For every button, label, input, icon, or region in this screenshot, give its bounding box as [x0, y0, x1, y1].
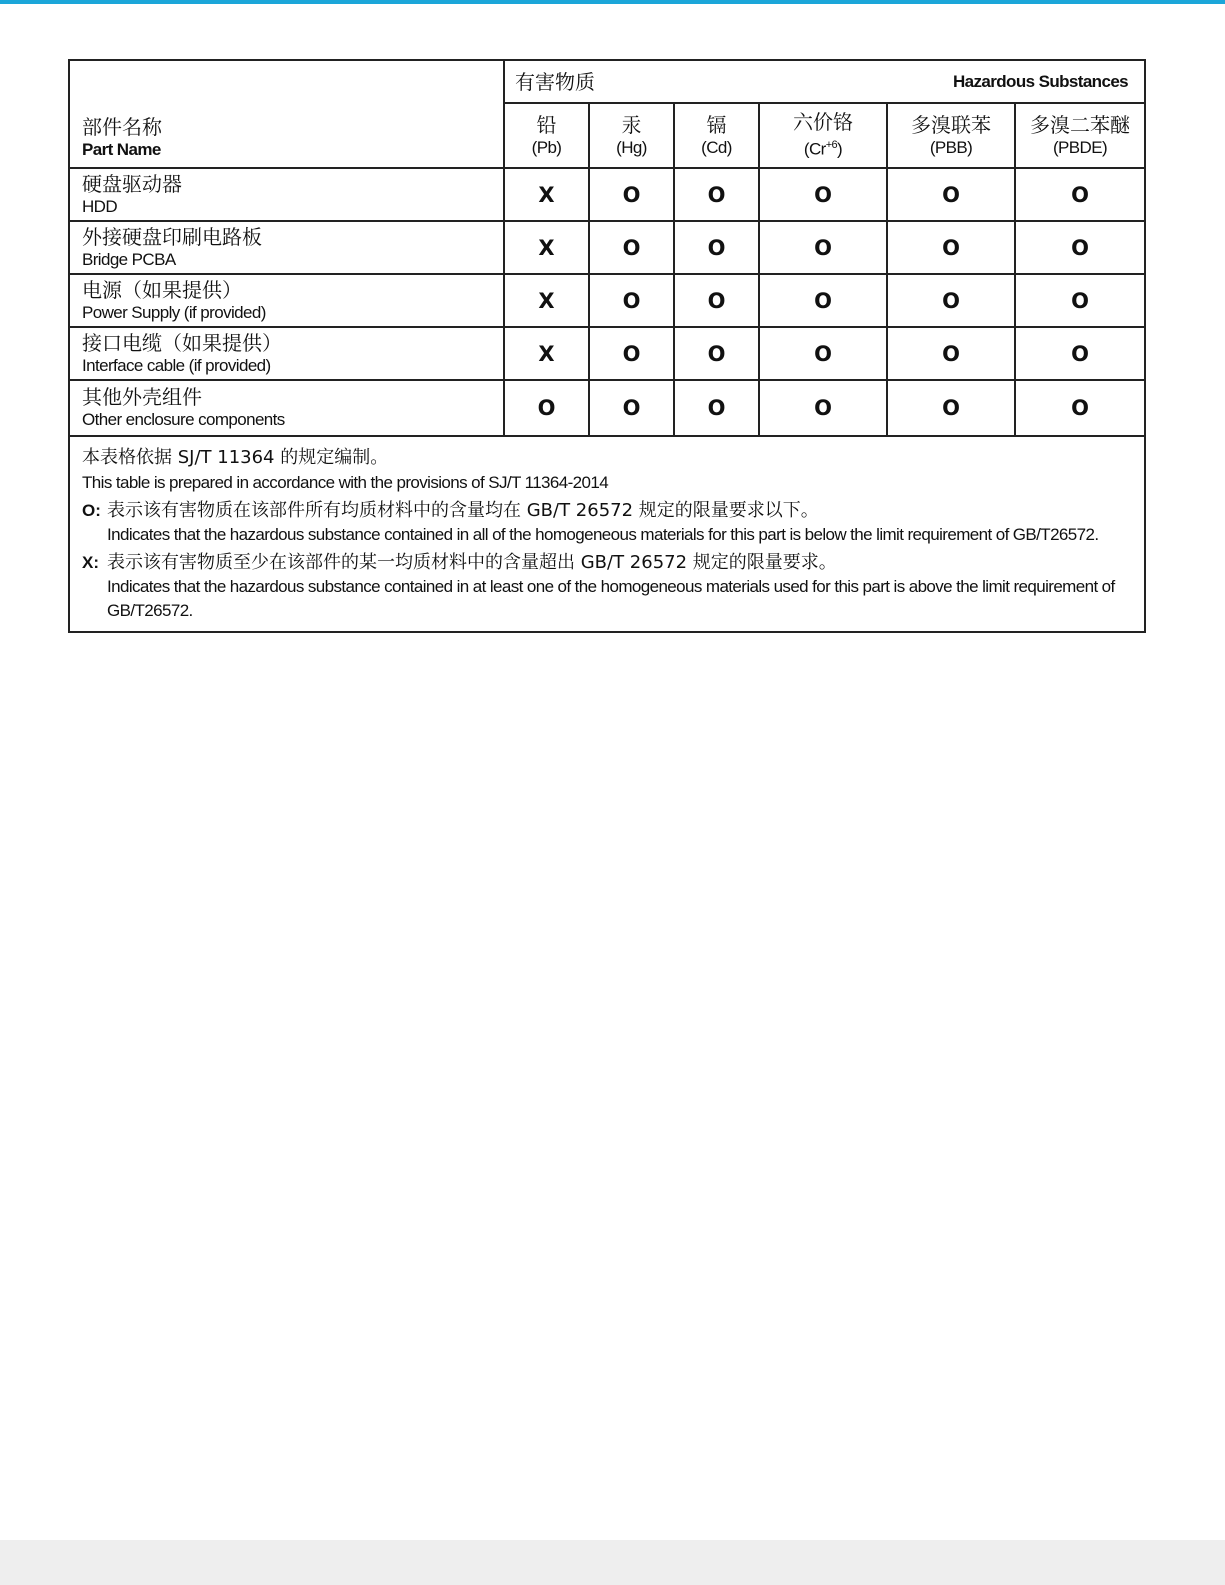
- part-name-cell: [69, 380, 504, 436]
- part-name-cell: [69, 168, 504, 221]
- part-name-cell: [69, 274, 504, 327]
- part-name-en: Bridge PCBA: [82, 249, 176, 269]
- mark-cell: O: [887, 274, 1015, 327]
- mark-cell: O: [1015, 274, 1145, 327]
- x-legend: [82, 551, 1132, 623]
- o-legend-zh: 表示该有害物质在该部件所有均质材料中的含量均在 GB/T 26572 规定的限量要求以下。: [107, 500, 819, 521]
- x-legend-en: Indicates that the hazardous substance contained in at least one of the homogeneous materials used for this part is above the limit requirement of GB/T26572.: [107, 577, 1115, 620]
- part-name-en: HDD: [82, 196, 118, 216]
- part-name-zh: 接口电缆（如果提供）: [82, 330, 282, 355]
- mark-cell: O: [759, 221, 887, 274]
- part-name-cell: [69, 327, 504, 380]
- table-row: [69, 168, 1145, 221]
- symbol-suffix: ): [837, 139, 843, 159]
- mark-cell: X: [504, 274, 589, 327]
- mark-cell: O: [589, 168, 674, 221]
- standard-note-zh: 本表格依据 SJ/T 11364 的规定编制。: [82, 447, 389, 468]
- substance-header-pbde: [1015, 103, 1145, 168]
- substance-zh: 铅: [536, 112, 557, 137]
- substance-symbol: (Cd): [701, 137, 732, 157]
- substance-header-cadmium: [674, 103, 759, 168]
- hazardous-substances-header-zh: 有害物质: [515, 69, 595, 94]
- table-row: [69, 221, 1145, 274]
- substance-header-mercury: [589, 103, 674, 168]
- part-name-zh: 其他外壳组件: [82, 385, 202, 409]
- table-row: [69, 380, 1145, 436]
- substance-zh: 多溴联苯: [911, 112, 991, 137]
- mark-cell: O: [1015, 221, 1145, 274]
- part-name-header-zh: 部件名称: [82, 115, 162, 139]
- part-name-zh: 硬盘驱动器: [82, 171, 182, 196]
- substance-symbol: (PBDE): [1053, 137, 1108, 157]
- mark-cell: O: [674, 380, 759, 436]
- part-name-en: Power Supply (if provided): [82, 302, 266, 322]
- substance-zh: 六价铬: [793, 110, 853, 135]
- mark-cell: O: [674, 168, 759, 221]
- mark-cell: O: [887, 327, 1015, 380]
- symbol-prefix: (Cr: [803, 139, 826, 159]
- mark-cell: O: [674, 221, 759, 274]
- mark-cell: O: [759, 327, 887, 380]
- part-name-header: [69, 60, 504, 168]
- mark-cell: X: [504, 221, 589, 274]
- table-row: [69, 327, 1145, 380]
- x-legend-key: X:: [82, 553, 99, 572]
- substance-symbol: (Hg): [616, 137, 647, 157]
- table-row: [69, 274, 1145, 327]
- part-name-header-en: Part Name: [82, 140, 161, 159]
- mark-cell: O: [589, 274, 674, 327]
- substance-header-lead: [504, 103, 589, 168]
- mark-cell: O: [759, 380, 887, 436]
- hazardous-substances-table: [68, 59, 1146, 633]
- part-name-en: Other enclosure components: [82, 410, 285, 429]
- substance-header-chromium: [759, 103, 887, 168]
- mark-cell: O: [589, 327, 674, 380]
- mark-cell: X: [504, 327, 589, 380]
- o-legend: [82, 499, 1132, 547]
- o-legend-key: O:: [82, 501, 101, 520]
- substance-zh: 多溴二苯醚: [1030, 112, 1131, 137]
- x-legend-zh: 表示该有害物质至少在该部件的某一均质材料中的含量超出 GB/T 26572 规定的限量要求。: [107, 552, 837, 573]
- standard-note-en: This table is prepared in accordance with the provisions of SJ/T 11364-2014: [82, 473, 609, 492]
- hazardous-substances-header-en: Hazardous Substances: [952, 71, 1129, 91]
- top-accent-rule: [0, 0, 1225, 4]
- mark-cell: O: [759, 274, 887, 327]
- part-name-cell: [69, 221, 504, 274]
- substance-symbol: (Pb): [531, 137, 562, 157]
- mark-cell: O: [759, 168, 887, 221]
- o-legend-en: Indicates that the hazardous substance contained in all of the homogeneous materials for this part is below the limit requirement of GB/T26572.: [107, 525, 1099, 544]
- substance-header-pbb: [887, 103, 1015, 168]
- substance-symbol: (PBB): [929, 137, 973, 157]
- mark-cell: O: [504, 380, 589, 436]
- substance-zh: 镉: [706, 112, 727, 137]
- hazardous-substances-header: [504, 60, 1145, 103]
- mark-cell: X: [504, 168, 589, 221]
- symbol-superscript: +6: [825, 139, 838, 152]
- mark-cell: O: [589, 221, 674, 274]
- mark-cell: O: [887, 221, 1015, 274]
- mark-cell: O: [887, 168, 1015, 221]
- part-name-zh: 外接硬盘印刷电路板: [82, 224, 262, 249]
- header-row-top: [69, 60, 1145, 103]
- substance-zh: 汞: [621, 112, 642, 137]
- mark-cell: O: [887, 380, 1015, 436]
- notes-row: [69, 436, 1145, 632]
- mark-cell: O: [674, 327, 759, 380]
- substance-symbol: [760, 134, 886, 161]
- notes-cell: [69, 436, 1145, 632]
- part-name-zh: 电源（如果提供）: [82, 277, 242, 302]
- mark-cell: O: [1015, 380, 1145, 436]
- mark-cell: O: [1015, 327, 1145, 380]
- mark-cell: O: [589, 380, 674, 436]
- bottom-bar: [0, 1540, 1225, 1585]
- part-name-en: Interface cable (if provided): [82, 355, 271, 375]
- mark-cell: O: [1015, 168, 1145, 221]
- mark-cell: O: [674, 274, 759, 327]
